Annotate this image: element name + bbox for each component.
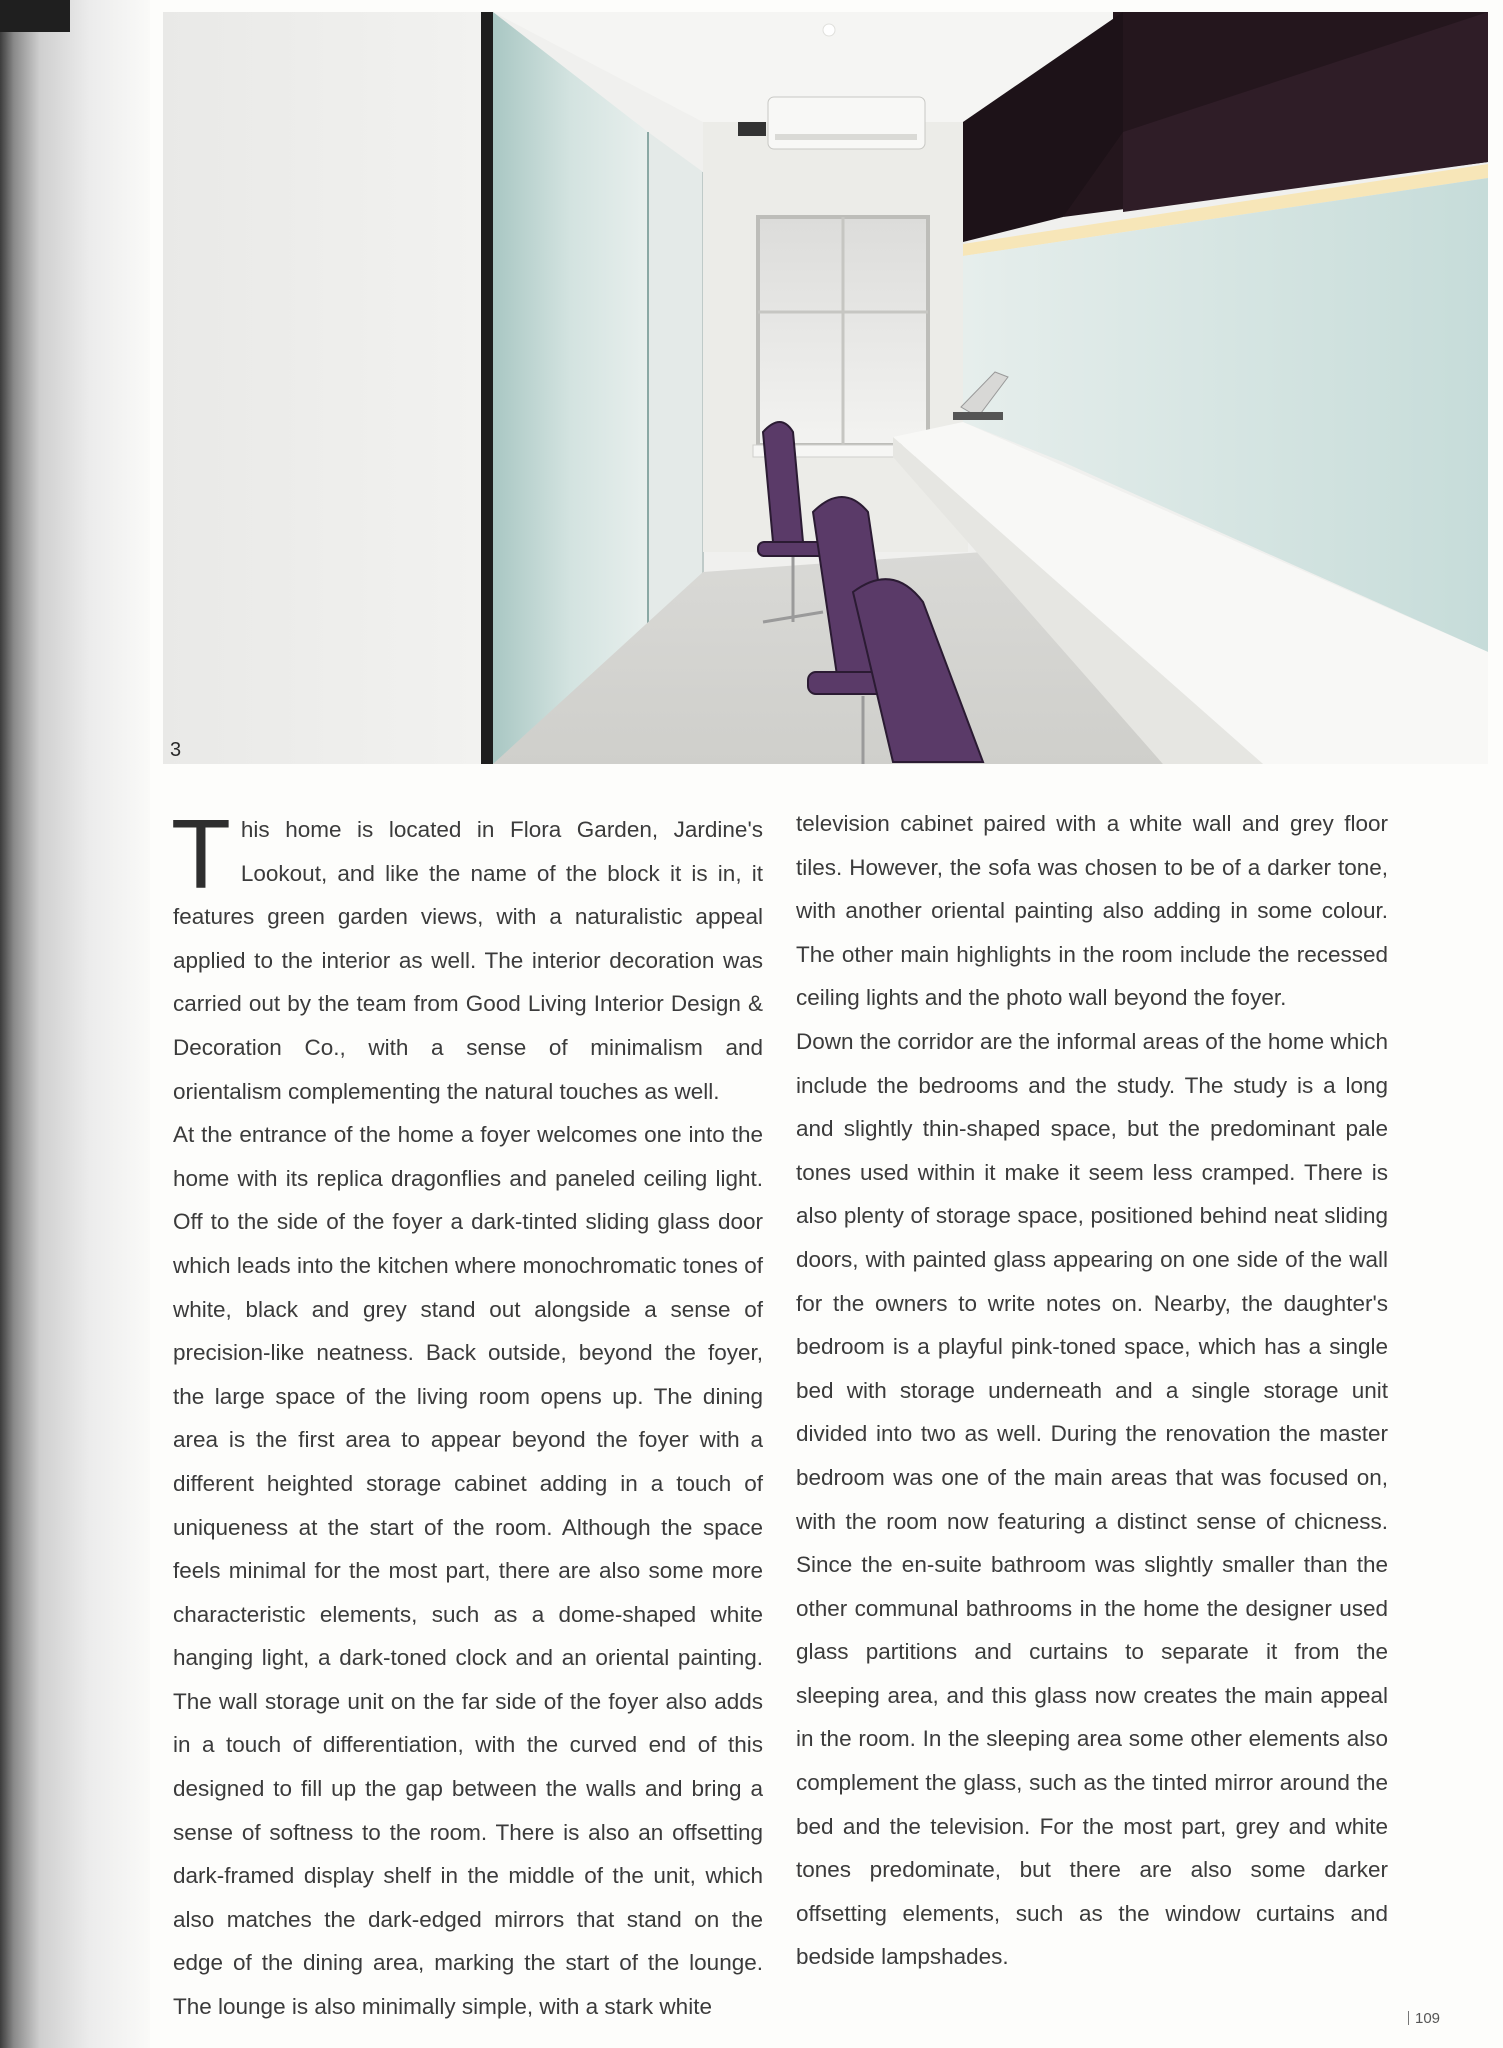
page-number: [1408, 2010, 1440, 2027]
article-paragraph: television cabinet paired with a white wall and grey floor tiles. However, the sofa was chosen to be of a darker tone, with another oriental painting also adding in some colour. The other main highlights in the room include the recessed ceiling lights and the photo wall beyond the foyer.: [796, 811, 1388, 1011]
page-gutter-shadow: [0, 0, 150, 2048]
article-paragraph: [171, 799, 763, 1113]
article-paragraph: Down the corridor are the informal areas of the home which include the bedrooms and the study. The study is a long and slightly thin-shaped space, but the predominant pale tones used within it make it seem less cramped. There is also plenty of storage space, positioned behind neat sliding doors, with painted glass appearing on one side of the wall for the owners to write notes on. Nearby, the daughter's bedroom is a playful pink-toned space, which has a single bed with storage underneath and a single storage unit divided into two as well. During the renovation the master bedroom was one of the main areas that was focused on, with the room now featuring a distinct sense of chicness. Since the en-suite bathroom was slightly smaller than the other communal bathrooms in the home the designer used glass partitions and curtains to separate it from the sleeping area, and this glass now creates the main appeal in the room. In the sleeping area some other elements also complement the glass, such as the tinted mirror around the bed and the television. For the most part, grey and white tones predominate, but there are also some darker offsetting elements, such as the window curtains and bedside lampshades.: [796, 1028, 1388, 1970]
article-paragraph: At the entrance of the home a foyer welcomes one into the home with its replica dragonflies and paneled ceiling light. Off to the side of the foyer a dark-tinted sliding glass door which leads into the kitchen where monochromatic tones of white, black and grey stand out alongside a sense of precision-like neatness. Back outside, beyond the foyer, the large space of the living room opens up. The dining area is the first area to appear beyond the foyer with a different heighted storage cabinet adding in a touch of uniqueness at the start of the room. Although the space feels minimal for the most part, there are also some more characteristic elements, such as a dome-shaped white hanging light, a dark-toned clock and an oriental painting. The wall storage unit on the far side of the foyer also adds in a touch of differentiation, with the curved end of this designed to fill up the gap between the walls and bring a sense of softness to the room. There is also an offsetting dark-framed display shelf in the middle of the unit, which also matches the dark-edged mirrors that stand on the edge of the dining area, marking the start of the lounge. The lounge is also minimally simple, with a stark white: [173, 1122, 763, 2020]
scan-edge: [0, 0, 70, 32]
drop-cap: T: [171, 799, 231, 909]
photo-number: 3: [170, 739, 182, 761]
study-room-illustration: [163, 12, 1488, 764]
article-column-right: [796, 802, 1388, 1979]
paragraph-text: his home is located in Flora Garden, Jardine's Lookout, and like the name of the block it is in, it features green garden views, with a naturalistic appeal applied to the interior as well. The interior decoration was carried out by the team from Good Living Interior Design & Decoration Co., with a sense of minimalism and orientalism complementing the natural touches as well.: [173, 817, 763, 1104]
study-room-photo: [163, 12, 1488, 764]
page-number-text: 109: [1415, 2010, 1441, 2027]
article-column-left: [171, 799, 763, 2029]
